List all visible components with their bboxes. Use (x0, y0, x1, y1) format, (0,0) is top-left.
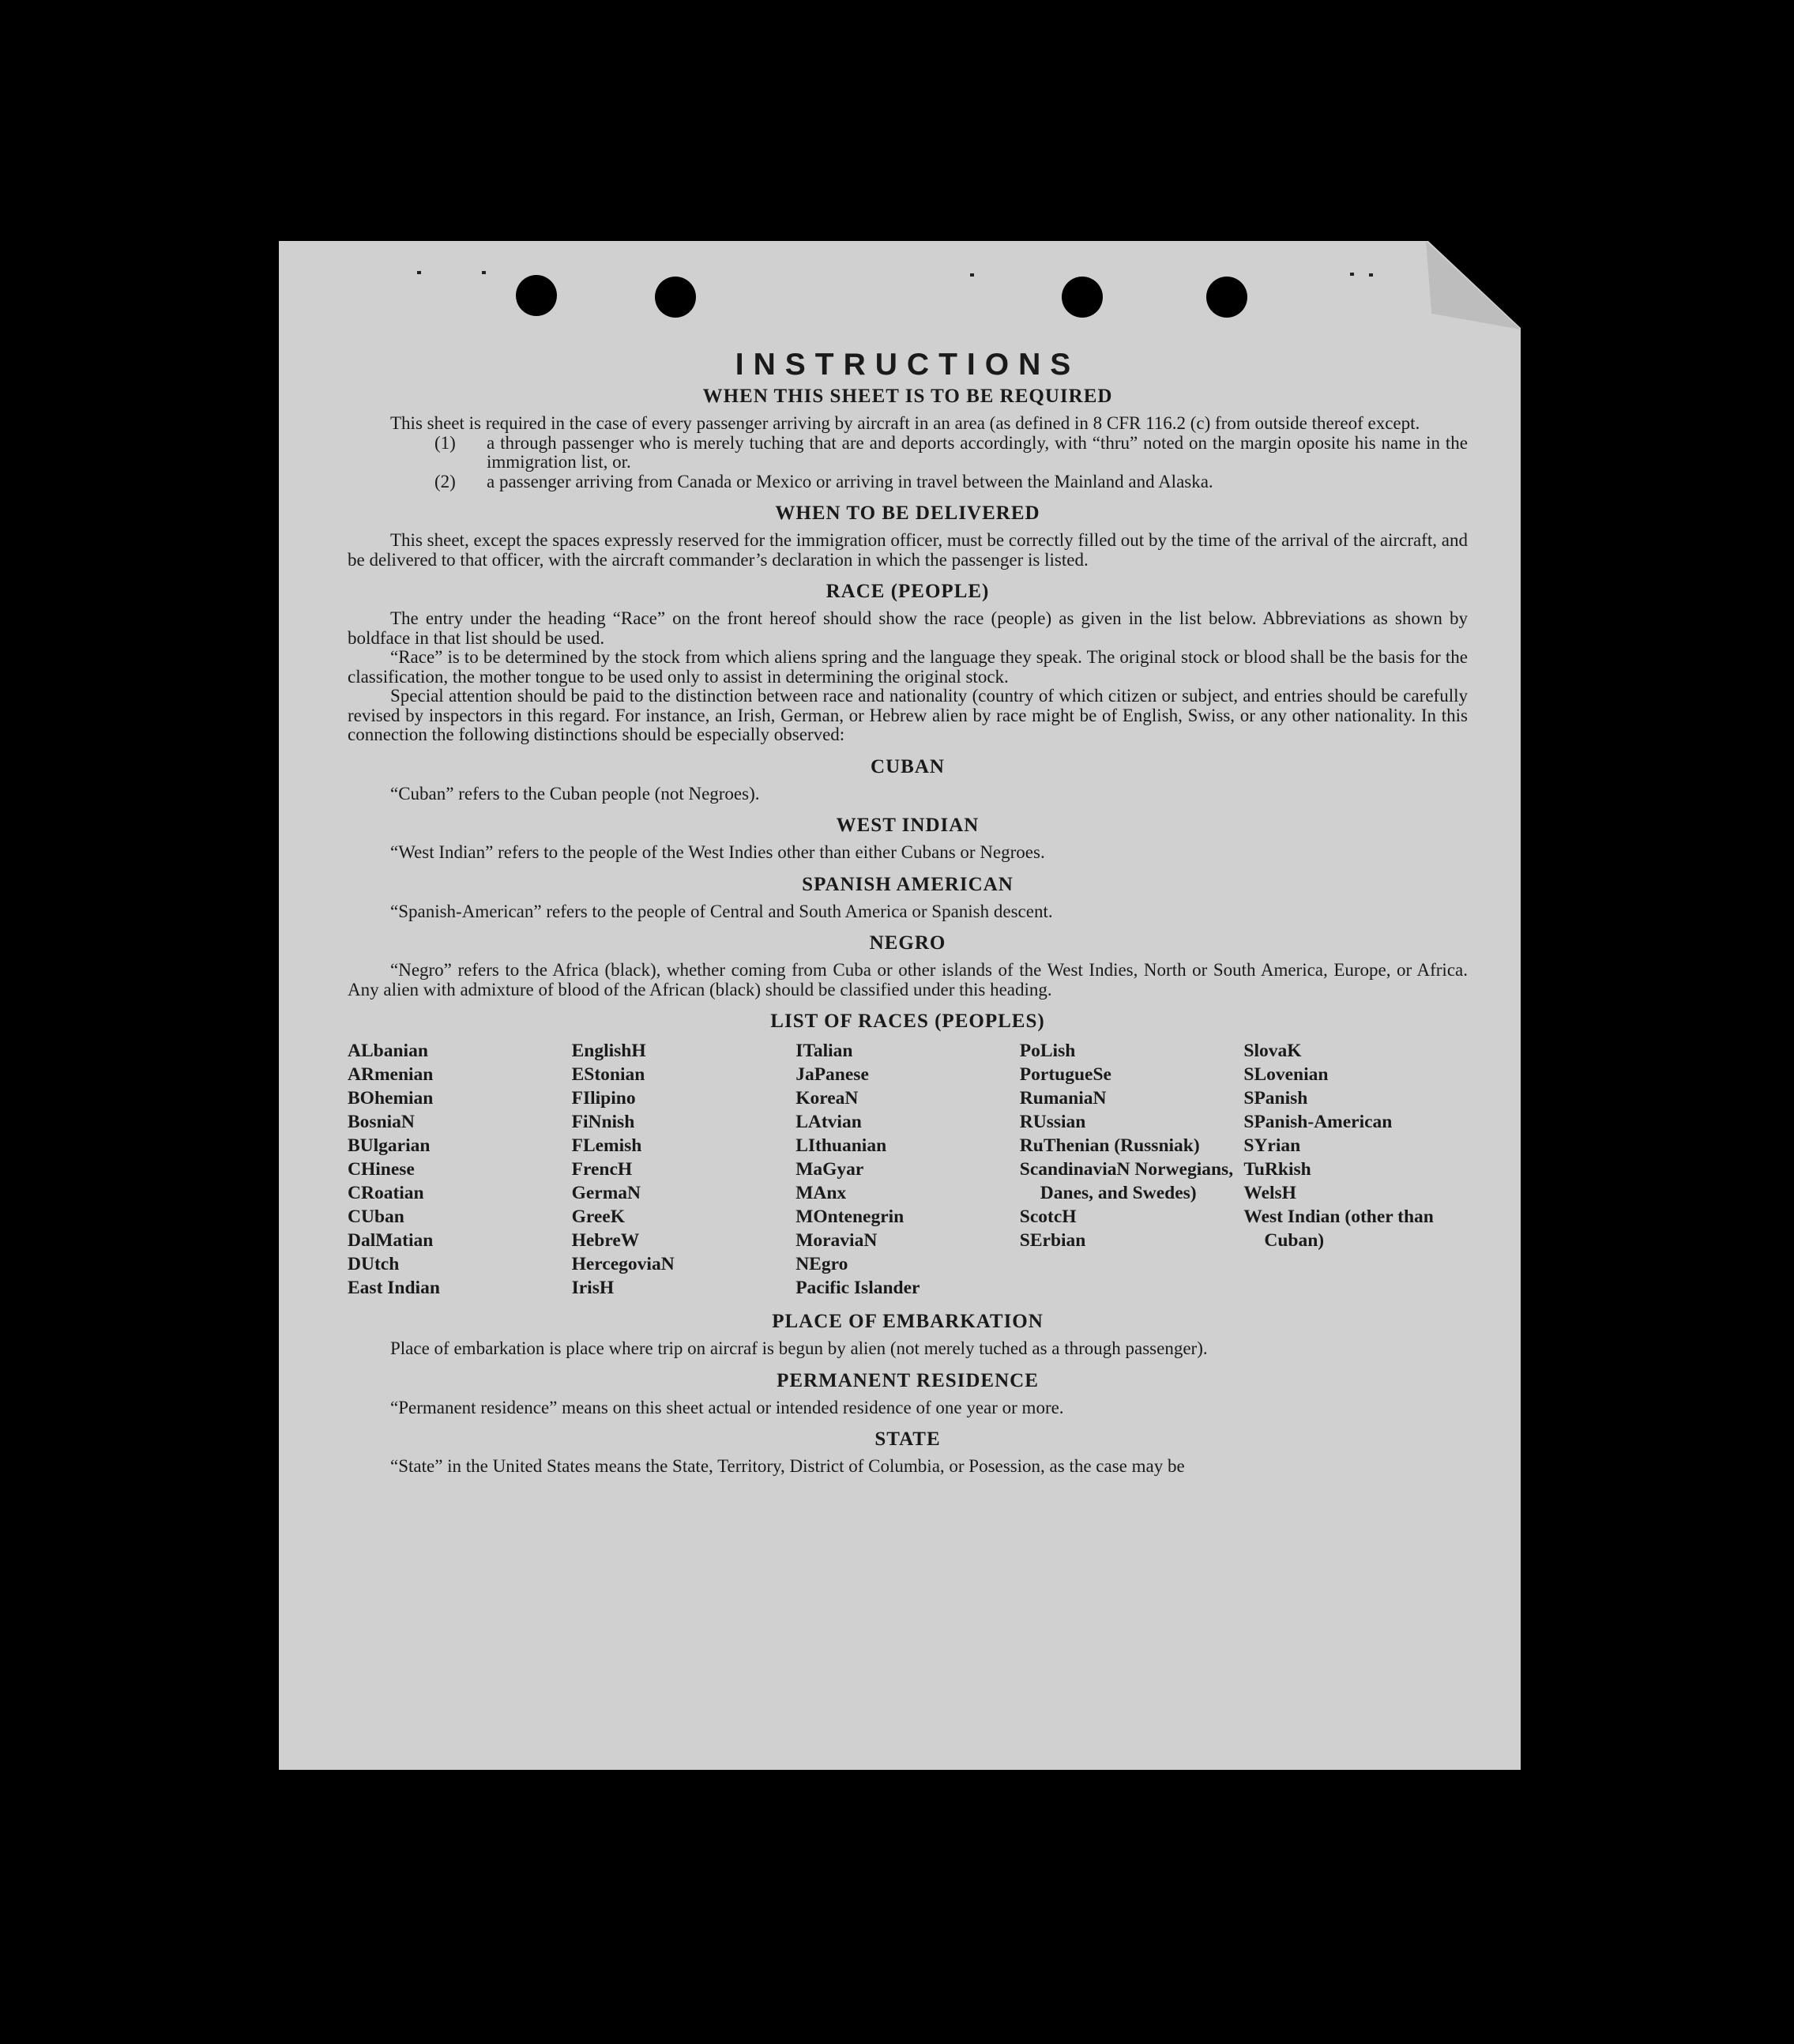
west-indian-text: “West Indian” refers to the people of the West Indies other than either Cubans or Negroes. (390, 842, 1045, 862)
race-paragraph: Special attention should be paid to the distinction between race and nationality (country of which citizen or subject, and entries should be carefully revised by inspectors in this regard. For instance, an Irish, German, or Hebrew alien by race might be of English, Swiss, or any other nationality. In this connection the following distinctions should be especially observed: (348, 686, 1468, 744)
negro-text: “Negro” refers to the Africa (black), whether coming from Cuba or other islands of the West Indies, North or South America, Europe, or Africa. Any alien with admixture of blood of the African (black) should be classified under this heading. (348, 960, 1468, 999)
race-entry: PortugueSe (1019, 1064, 1111, 1085)
race-entry: KoreaN (795, 1088, 859, 1109)
exceptions-list (434, 434, 1468, 492)
race-entry: HebreW (571, 1230, 640, 1251)
when-delivered-text: This sheet, except the spaces expressly reserved for the immigration officer, must be correctly filled out by the time of the arrival of the aircraft, and be delivered to that officer, with the aircraft commander’s declaration in which the passenger is listed. (348, 530, 1468, 570)
race-entry: DalMatian (348, 1230, 434, 1251)
race-entry: HercegoviaN (571, 1254, 675, 1274)
race-entry: BOhemian (348, 1088, 434, 1109)
races-column (572, 1039, 796, 1300)
heading-list-of-races: LIST OF RACES (PEOPLES) (770, 1011, 1045, 1032)
page-title: INSTRUCTIONS (735, 348, 1081, 382)
exception-item (434, 434, 1468, 472)
race-entry: BUlgarian (348, 1135, 431, 1156)
race-entry: RUssian (1019, 1112, 1086, 1132)
race-entry: GreeK (571, 1206, 626, 1227)
race-entry: DUtch (348, 1254, 400, 1274)
race-paragraph: The entry under the heading “Race” on the front hereof should show the race (people) as given in the list below. Abbreviations as shown by boldface in that list should be used. (348, 608, 1468, 648)
race-entry: MOntenegrin (795, 1206, 905, 1227)
race-entry: CUban (348, 1206, 404, 1227)
exception-item (434, 472, 1468, 492)
race-entry: CHinese (348, 1159, 415, 1180)
exception-number: (2) (434, 471, 456, 491)
race-entry: FIlipino (571, 1088, 636, 1109)
race-entry: ALbanian (348, 1041, 428, 1061)
race-entry: SErbian (1019, 1230, 1086, 1251)
race-entry: LIthuanian (795, 1135, 887, 1156)
races-column (1020, 1039, 1244, 1300)
race-entry: NEgro (795, 1254, 848, 1274)
race-entry: CRoatian (348, 1183, 424, 1203)
race-entry: JaPanese (795, 1064, 869, 1085)
heading-negro: NEGRO (869, 932, 946, 954)
race-entry: East Indian (348, 1278, 440, 1298)
ink-speck (1350, 273, 1354, 276)
punch-hole (655, 277, 696, 318)
ink-speck (970, 273, 974, 277)
race-entry: FrencH (571, 1159, 633, 1180)
race-entry: ARmenian (348, 1064, 434, 1085)
ink-speck (1369, 273, 1373, 277)
race-entry: MoraviaN (795, 1230, 878, 1251)
race-entry: West Indian (other than Cuban) (1243, 1206, 1434, 1251)
heading-race: RACE (PEOPLE) (826, 581, 990, 602)
exception-number: (1) (434, 432, 456, 453)
race-entry: MaGyar (795, 1159, 864, 1180)
punch-hole (516, 275, 557, 316)
heading-when-delivered: WHEN TO BE DELIVERED (775, 503, 1040, 524)
race-entry: EnglishH (571, 1041, 646, 1061)
heading-embarkation: PLACE OF EMBARKATION (772, 1311, 1044, 1332)
race-entry: RumaniaN (1019, 1088, 1107, 1109)
state-text: “State” in the United States means the State, Territory, District of Columbia, or Posession, as the case may be (390, 1456, 1185, 1476)
race-entry: ScandinaviaN Norwegians, Danes, and Swedes) (1019, 1159, 1234, 1203)
race-entry: FiNnish (571, 1112, 635, 1132)
race-entry: PoLish (1019, 1041, 1076, 1061)
races-table (348, 1039, 1468, 1300)
race-entry: Pacific Islander (795, 1278, 920, 1298)
when-required-text: This sheet is required in the case of every passenger arriving by aircraft in an area (as defined in 8 CFR 116.2 (c) from outside thereof except. (390, 413, 1420, 433)
residence-text: “Permanent residence” means on this sheet actual or intended residence of one year or more. (390, 1397, 1064, 1417)
races-column (348, 1039, 572, 1300)
race-entry: ITalian (795, 1041, 853, 1061)
races-column (795, 1039, 1020, 1300)
heading-spanish-american: SPANISH AMERICAN (802, 873, 1014, 895)
exception-text: a passenger arriving from Canada or Mexico or arriving in travel between the Mainland and Alaska. (487, 471, 1213, 491)
spanish-american-text: “Spanish-American” refers to the people of Central and South America or Spanish descent. (390, 901, 1053, 921)
heading-when-required: WHEN THIS SHEET IS TO BE REQUIRED (702, 386, 1113, 407)
ink-speck (417, 271, 421, 274)
race-entry: GermaN (571, 1183, 641, 1203)
race-entry: SPanish (1243, 1088, 1308, 1109)
race-entry: SLovenian (1243, 1064, 1329, 1085)
heading-cuban: CUBAN (871, 755, 945, 777)
instructions-body (348, 348, 1468, 1477)
cuban-text: “Cuban” refers to the Cuban people (not Negroes). (390, 783, 760, 804)
race-entry: BosniaN (348, 1112, 415, 1132)
races-column (1243, 1039, 1468, 1300)
heading-residence: PERMANENT RESIDENCE (777, 1369, 1039, 1391)
punch-hole (1062, 277, 1103, 318)
race-entry: EStonian (571, 1064, 645, 1085)
race-entry: TuRkish (1243, 1159, 1311, 1180)
race-entry: LAtvian (795, 1112, 862, 1132)
heading-west-indian: WEST INDIAN (836, 815, 980, 836)
punch-hole (1206, 277, 1247, 318)
race-entry: FLemish (571, 1135, 642, 1156)
exception-text: a through passenger who is merely tuching that are and deports accordingly, with “thru” noted on the margin oposite his name in the immigration list, or. (487, 432, 1468, 472)
race-entry: SPanish-American (1243, 1112, 1393, 1132)
race-paragraph: “Race” is to be determined by the stock from which aliens spring and the language they speak. The original stock or blood shall be the basis for the classification, the mother tongue to be used only to assist in determining the original stock. (348, 647, 1468, 687)
race-entry: SlovaK (1243, 1041, 1302, 1061)
heading-state: STATE (874, 1429, 941, 1450)
embarkation-text: Place of embarkation is place where trip on aircraf is begun by alien (not merely tuched as a through passenger). (390, 1338, 1208, 1358)
race-entry: ScotcH (1019, 1206, 1077, 1227)
ink-speck (482, 271, 486, 274)
race-entry: WelsH (1243, 1183, 1296, 1203)
race-entry: MAnx (795, 1183, 847, 1203)
race-entry: SYrian (1243, 1135, 1301, 1156)
race-entry: RuThenian (Russniak) (1019, 1135, 1200, 1156)
race-entry: IrisH (571, 1278, 615, 1298)
